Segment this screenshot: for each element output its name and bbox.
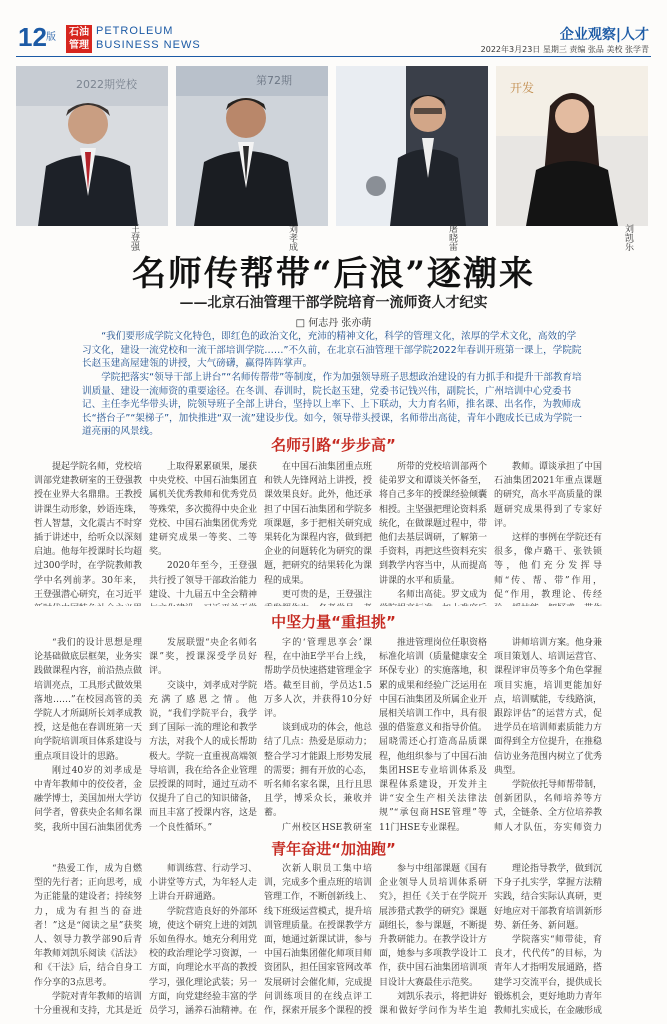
paragraph: 参与中组部课题《国有企业领导人员培训体系研究》，担任《关于在学院开展涉猎式教学的研究》课题副组长，参与课题，不断提升教研能力。在教学设计方面，她参与多项教学设计工作，获中国石油集团培训项目设计大赛最佳示范奖。 xyxy=(379,864,487,988)
photo-1-bg-text: 2022期党校 xyxy=(76,78,137,91)
newspaper-logo: 石油 管理 xyxy=(66,25,92,53)
page-number: 12 xyxy=(18,22,47,52)
paragraph: 学院落实“师带徒，育良才，代代传”的目标，为青年人才指明发展通路，搭建学习交流平台，提供成长锻炼机会，更好地助力青年教师扎实成长，在金融形成 xyxy=(494,935,602,1017)
section-3-column-1 xyxy=(34,862,142,1018)
section-1-column-2 xyxy=(149,460,257,606)
article-subtitle: ——北京石油管理干部学院培育一流师资人才纪实 xyxy=(179,295,488,311)
section-2-column-5 xyxy=(494,636,602,832)
photo-4-bg-text: 开发 xyxy=(510,81,535,95)
photo-3 xyxy=(336,66,488,226)
paragraph: 刘凯乐表示，将把讲好课和做好学问作为毕生追 xyxy=(379,991,487,1017)
section-1-column-5 xyxy=(494,460,602,606)
paragraph: 讲师培训方案。他身兼项目策划人、培训运营官、课程评审员等多个角色掌握项目实施，培训更能加好点，培训赋能，专线路演，跟踪评估”的运营方式，促进学员在培训师素质能力方面得到全方位提升，在推稳信访业务范围内树立了优秀典型。 xyxy=(494,638,602,776)
photo-1 xyxy=(16,66,168,226)
paragraph: 推进管理岗位任职资格标准化培训（质量健康安全环保专业）的实施落地，积累的成果和经验广泛运用在中国石油集团及所属企业开展相关培训工作中，具有很强的借鉴意义和指导价值。屈晓需还心打造高品质课程，他组织参与了中国石油集团HSE专业培训体系及课程体系建设，开发并主讲“安全生产相关法律法规”“承包商HSE管理”等11门HSE专业课程。 xyxy=(379,638,487,832)
paragraph: 理论指导教学，做到沉下身子扎实学，掌握方法精实践，结合实际认真研，更好地应对干部教育培训新形势、新任务、新问题。 xyxy=(494,864,602,931)
article-byline xyxy=(0,314,667,329)
paragraph: 提起学院名师，党校培训部党建教研室的王登强教授在业界大名鼎鼎。王教授讲课生动形象，妙语连珠，哲人智慧，文化震古不时穿插于讲述中，给听众以深刻启迪。他每年授课时长均超过300学时，在学院教师教学中名列前茅。30年来，王登强潜心研究，在习近平 xyxy=(34,462,142,600)
publication-name-line2: BUSINESS NEWS xyxy=(96,39,201,51)
paragraph: 所带的党校培训部两个徒弟罗文和谭谈关怀备至，将自己多年的授课经验倾囊相授。主坚强把理论资料系统化，在做课题过程中，带他们去基层调研，了解第一手资料，再把这些资料充实到教学内容当中，从而提高讲课的水平和质量。 xyxy=(379,462,487,586)
article-title: 名师传帮带“后浪”逐潮来 xyxy=(131,254,536,294)
paragraph: 教师。谭谈承担了中国石油集团2021年重点课题的研究，高水平高质量的课题研究成果得到了专家好评。 xyxy=(494,462,602,529)
date-line: 2022年3月23日 星期三 责编 张品 美校 张学青 xyxy=(480,45,649,54)
publication-name xyxy=(96,24,201,52)
paragraph: 刚过40岁的刘孝成是中青年教师中的佼佼者，金融学博士，美国加州大学访问学者，曾获央企名师名课奖，我所中国石油集团优秀 xyxy=(34,765,142,832)
section-heading-2: 中坚力量“重担挑” xyxy=(271,613,396,631)
photo-2 xyxy=(176,66,328,226)
section-1-column-1 xyxy=(34,460,142,606)
section-3-column-5 xyxy=(494,862,602,1018)
section-3-column-4 xyxy=(379,862,487,1018)
section-2-column-4 xyxy=(379,636,487,832)
paragraph: 发展联盟“央企名师名课”奖，授课深受学员好评。 xyxy=(149,638,257,677)
paragraph: 次新人职员工集中培训，完成多个重点班的培训管理工作，不断创新线上、线下班级运营模式，提升培训管理质量。在授课教学方面，她通过新课试讲，参与中国石油集团催化师项目师资团队，担任国家管网改革发展研讨会催化师，完成提问训练项目的在线点评工作，探索开展多个课程的授 xyxy=(264,864,372,1017)
paragraph: 交谈中，刘孝成对学院充满了感恩之情。他说，“我们学院平台，我学到了国际一流的理论和教学方法，对我个人的成长帮助极大。学院一直重视高端领导培训，我在给各企业管理层授课的同时，通过互动不仅提升了自己的知识储备，而且丰富了授课内容，这是一个良性循环。” xyxy=(149,680,257,832)
section-name: 企业观察|人才 xyxy=(559,27,649,43)
paragraph: 字的‘管理思享会’课程，在中油E学平台上线，帮助学员快速搭建管理金字塔。截至目前，学员达1.5万多人次，并获得10分好评。 xyxy=(264,638,372,720)
paragraph: 学院依托导师帮带制，创新团队，名师培养等方式，全链条、全方位培养教师人才队伍，夯实师资力 xyxy=(494,780,602,832)
page-unit: 版 xyxy=(46,32,56,43)
paragraph: 这样的事例在学院还有很多，像卢璐干、张铁锁等，他们充分发挥导师“传、帮、带”作用，促“作用，教理论、传经 xyxy=(494,533,602,600)
paragraph: 上取得累累硕果，屡获中央党校、中国石油集团直属机关优秀教师和优秀党员等殊荣，多次揽得中央企业党校、中国石油集团优秀党建研究成果一等奖、二等奖。 xyxy=(149,462,257,558)
section-1-column-3 xyxy=(264,460,372,606)
photo-1-caption: 王登强 xyxy=(129,224,139,251)
photo-2-caption: 刘孝成 xyxy=(287,224,297,251)
byline-authors: 何志丹 张亦萌 xyxy=(308,318,372,329)
section-2-column-1 xyxy=(34,636,142,832)
paragraph: 更可贵的是，王登强注 xyxy=(282,589,372,600)
byline-icon: □ xyxy=(295,318,309,329)
section-1-column-4 xyxy=(379,460,487,606)
paragraph: 名师出高徒。罗文成为 xyxy=(397,589,487,600)
paragraph: 广州校区HSE教研室 xyxy=(282,822,372,832)
paragraph: 师训练营、行动学习、小讲堂等方式，为年轻人走上讲台开辟通路。 xyxy=(149,864,257,903)
section-3-column-2 xyxy=(149,862,257,1018)
paragraph: 学院对青年教师的培训十分重视和支持，尤其是近 xyxy=(34,991,142,1017)
photo-4-caption: 刘凯乐 xyxy=(623,224,633,251)
lead-paragraph-1: “我们要形成学院文化特色，即红色的政治文化，充沛的精神文化，科学的管理文化，浓厚的学术文化，高效的学习文化，建设一流党校和一流干部培训学院……”不久前，在北京石油管理干部学院2022年春训开班第一课上，学院院长赵玉建高屋建瓴的讲授，大气磅礴，赢得阵阵掌声。 xyxy=(82,331,582,369)
paragraph: 谈到成功的体会，他总结了几点：热爱是原动力；整合学习才能跟上形势发展的需要；拥有开放的心态，听名师名家名课，且行且思且学，博采众长，兼收并蓄。 xyxy=(264,723,372,819)
paragraph: “我们的设计思想是理论基础做底层框架，业务实践做课程内容，前沿热点做培训亮点，工具形式做效果落地……”在校园高管的美学院人才所副所长刘孝成教授，这是他在春训班第一天向学院培训项目体系建设与重点项目设计的思路。 xyxy=(34,638,142,762)
section-heading-1: 名师引路“步步高” xyxy=(271,436,396,454)
paragraph: 学院营造良好的外部环境，使这个研究上进的刘凯乐如鱼得水。她充分利用党校的政治理论学习资源，一方面，向理论水平高的教授学习，强化理论武装；另一方面，向党建经验丰富的学员学习，涵养石油精神。在 xyxy=(149,906,257,1017)
paragraph: “热爱工作，成为自燃型的先行者；正向思考，成为正能量的建设者；持续努力，成为有担当的奋进者！”这是“阅读之星”获奖人、领导力教学部90后青年教师刘凯乐阅读《活法》和《干法》后，结合自身工作分享的3点思考。 xyxy=(34,864,142,988)
lead-paragraph-2: 学院把落实“领导干部上讲台”“名师传帮带”等制度，作为加强领导班子思想政治建设的有力抓手和提升干部教育培训质量、建设一流师资的重要途径。在冬训、春训时，院长赵玉建，党委书记钱兴伟，副院长，广州培训中心党委书记、主任李光华带头讲，院领导班子全部上讲台，坚持以上率下、上下联动，大力育名师，推名课、出名作，为教师成长“搭台子”“架梯子”，加快推进“双一流”建设步伐。如今，领导带头授课，名师带出高徒，青年小跑成长已成为学院一道亮丽的风景线。 xyxy=(82,372,582,437)
header-divider xyxy=(16,56,651,57)
photo-4 xyxy=(496,66,648,226)
section-2-column-3 xyxy=(264,636,372,832)
section-2-column-2 xyxy=(149,636,257,832)
paragraph: 在中国石油集团重点班和铁人先锋网站上讲授，授课效果良好。此外，他还承担了中国石油集团和学院多项课题，多于把相关研究成果转化为课程内容，做到把企业的问题转化为研究的课题，把研究的结果转化为课程的成果。 xyxy=(264,462,372,586)
section-3-column-3 xyxy=(264,862,372,1018)
photo-2-bg-text: 第72期 xyxy=(256,74,292,87)
section-heading-3: 青年奋进“加油跑” xyxy=(271,840,396,858)
publication-name-line1: PETROLEUM xyxy=(96,25,174,37)
photo-3-caption: 屠晓雷 xyxy=(447,224,457,251)
paragraph: 2020年至今，王登强共行授了领导干部政治能力建设、十九届五中全会精神 xyxy=(149,561,257,600)
masthead xyxy=(0,0,667,64)
